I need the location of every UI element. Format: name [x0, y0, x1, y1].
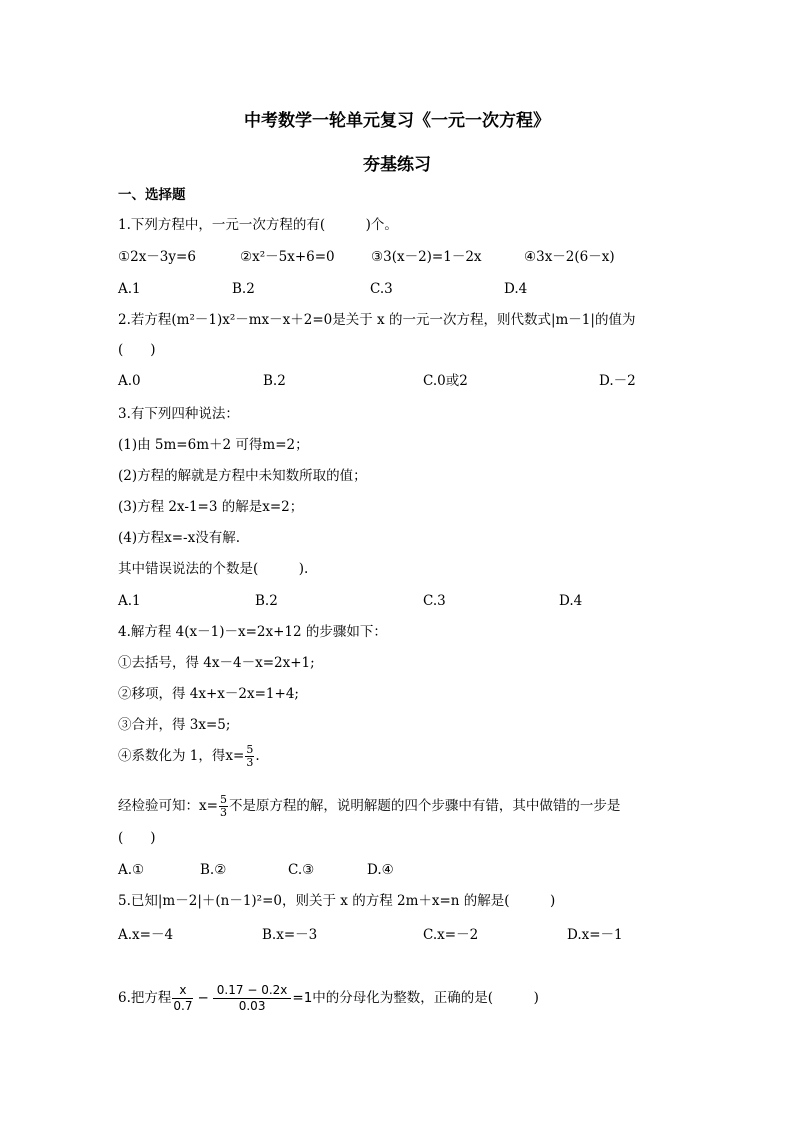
fraction-0.17-0.2x-over-0.03 — [213, 983, 292, 1014]
q5-stem: 5.已知|m－2|＋(n－1)²=0，则关于 x 的方程 2m＋x=n 的解是( ) — [118, 893, 556, 909]
fraction-five-thirds — [219, 794, 228, 819]
q4-step-4-text: ④系数化为 1，得x= — [118, 748, 245, 764]
q3-option-a: A.1 — [118, 593, 141, 609]
page-subtitle: 夯基练习 — [363, 155, 431, 175]
q2-option-d: D.－2 — [599, 373, 636, 389]
q6-stem — [118, 978, 539, 1018]
q5-option-d: D.x=－1 — [567, 927, 623, 943]
q4-option-c: C.③ — [288, 862, 315, 878]
fraction-numerator: 0.17 − 0.2x — [213, 983, 292, 999]
q1-stem: 1.下列方程中，一元一次方程的有( )个。 — [118, 217, 398, 233]
q1-item-1: ①2x－3y=6 — [118, 249, 196, 265]
q3-item-2: (2)方程的解就是方程中未知数所取的值； — [118, 468, 367, 484]
q3-item-1: (1)由 5m=6m＋2 可得m=2； — [118, 437, 309, 453]
q1-item-2: ②x²－5x+6=0 — [240, 249, 335, 265]
q1-option-c: C.3 — [370, 281, 393, 297]
fraction-denominator: 3 — [219, 806, 227, 819]
q2-option-a: A.0 — [118, 373, 141, 389]
fraction-denominator: 3 — [246, 756, 254, 769]
q6-prefix: 6.把方程 — [118, 990, 172, 1006]
q2-paren: ( ) — [118, 342, 156, 358]
q4-step-4-end: . — [255, 748, 260, 764]
page-title: 中考数学一轮单元复习《一元一次方程》 — [244, 111, 550, 131]
q4-step-3: ③合并，得 3x=5; — [118, 717, 231, 733]
q6-suffix: 中的分母化为整数，正确的是( ) — [312, 990, 539, 1006]
q4-check-suffix: 不是原方程的解，说明解题的四个步骤中有错，其中做错的一步是 — [228, 798, 621, 814]
fraction-denominator: 0.03 — [238, 999, 266, 1013]
q4-option-b: B.② — [200, 862, 227, 878]
q3-item-4: (4)方程x=-x没有解. — [118, 530, 241, 546]
q4-paren: ( ) — [118, 830, 156, 846]
q1-option-d: D.4 — [504, 281, 528, 297]
q1-option-a: A.1 — [118, 281, 141, 297]
q1-item-3: ③3(x－2)=1－2x — [371, 249, 482, 265]
equals-one: =1 — [292, 990, 313, 1006]
q3-option-b: B.2 — [255, 593, 278, 609]
q3-stem: 3.有下列四种说法： — [118, 406, 239, 422]
q4-step-4 — [118, 742, 260, 770]
q2-option-c: C.0或2 — [423, 373, 468, 389]
q4-option-a: A.① — [118, 862, 145, 878]
q5-option-c: C.x=－2 — [423, 927, 479, 943]
q5-option-b: B.x=－3 — [262, 927, 318, 943]
q3-option-d: D.4 — [559, 593, 583, 609]
fraction-numerator: x — [172, 983, 193, 999]
fraction-x-over-0.7 — [172, 983, 193, 1014]
q3-option-c: C.3 — [423, 593, 446, 609]
q3-question: 其中错误说法的个数是( ). — [118, 561, 309, 577]
fraction-numerator: 5 — [219, 793, 227, 806]
fraction-denominator: 0.7 — [173, 999, 193, 1013]
minus-sign: − — [197, 990, 209, 1006]
fraction-numerator: 5 — [246, 743, 254, 756]
q2-option-b: B.2 — [263, 373, 286, 389]
q1-item-4: ④3x－2(6－x) — [524, 249, 615, 265]
q1-option-b: B.2 — [232, 281, 255, 297]
q2-stem: 2.若方程(m²－1)x²－mx－x＋2=0是关于 x 的一元一次方程，则代数式|m－1|的值为 — [118, 312, 636, 328]
q3-item-3: (3)方程 2x-1=3 的解是x=2； — [118, 499, 304, 515]
fraction-five-thirds — [245, 744, 254, 769]
q4-check-prefix: 经检验可知：x= — [118, 798, 218, 814]
q4-stem: 4.解方程 4(x－1)－x=2x+12 的步骤如下： — [118, 624, 387, 640]
q4-step-1: ①去括号，得 4x－4－x=2x+1; — [118, 655, 315, 671]
q4-step-2: ②移项，得 4x+x－2x=1+4; — [118, 686, 299, 702]
section-heading: 一、选择题 — [118, 187, 186, 203]
q4-option-d: D.④ — [367, 862, 394, 878]
q5-option-a: A.x=－4 — [118, 927, 174, 943]
q4-check — [118, 792, 620, 820]
